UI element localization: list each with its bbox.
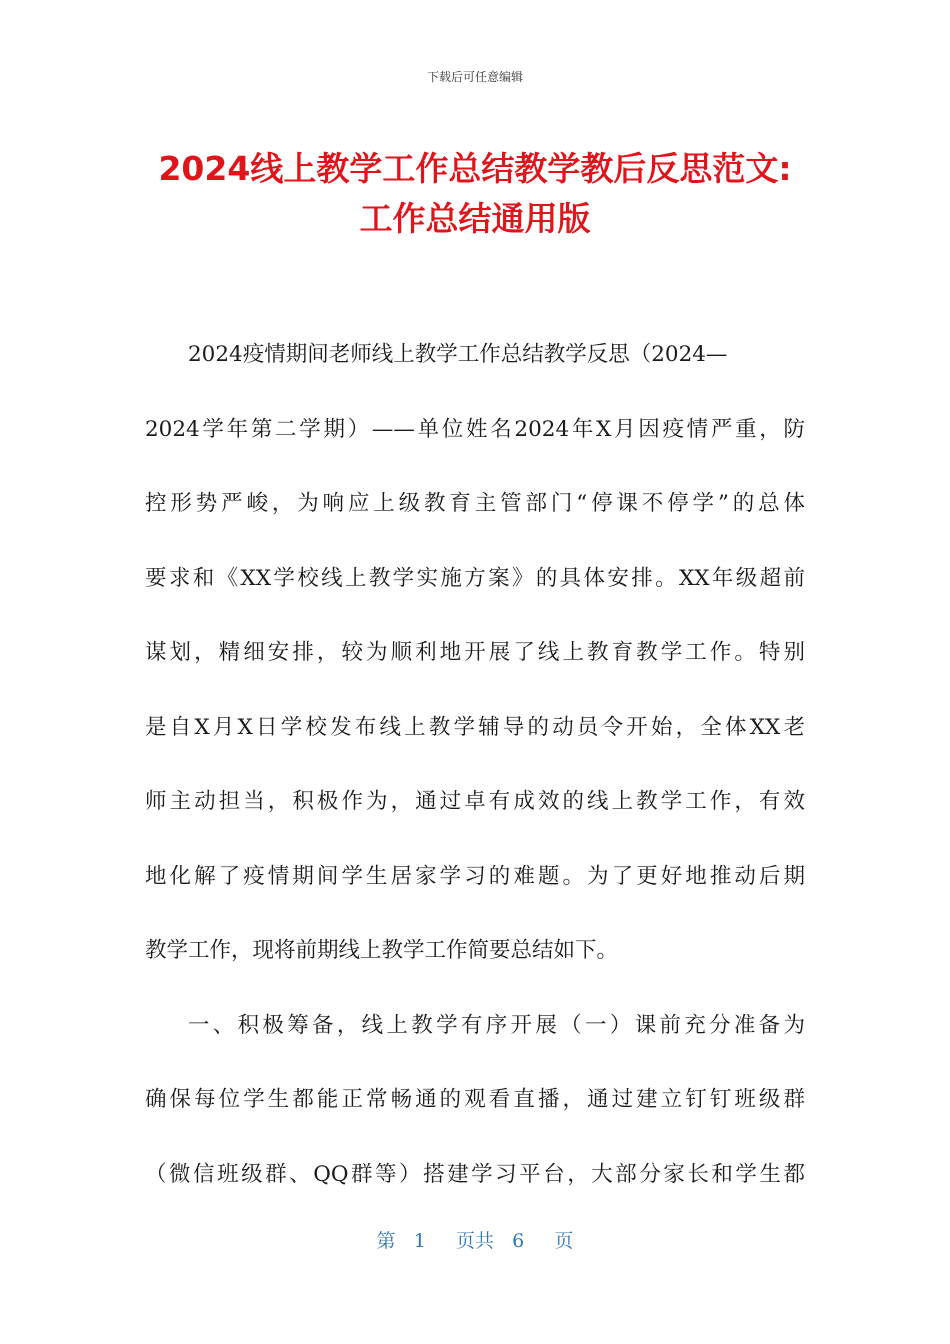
paragraph-line: 谋划，精细安排，较为顺利地开展了线上教育教学工作。特别: [145, 640, 805, 665]
header-note: 下载后可任意编辑: [426, 70, 523, 84]
paragraph-line: 地化解了疫情期间学生居家学习的难题。为了更好地推动后期: [145, 863, 805, 889]
paragraph-line: 要求和《XX学校线上教学实施方案》的具体安排。XX年级超前: [145, 565, 805, 591]
paragraph-line: 2024学年第二学期）——单位姓名2024年X月因疫情严重，防: [145, 416, 805, 442]
paragraph-line: 2024疫情期间老师线上教学工作总结教学反思（2024—: [188, 342, 728, 367]
paragraph-line: 控形势严峻，为响应上级教育主管部门“停课不停学”的总体: [145, 491, 805, 516]
title-line-2: 工作总结通用版: [359, 199, 591, 238]
page-label-suffix: 页: [554, 1230, 574, 1252]
paragraph-line: 是自X月X日学校发布线上教学辅导的动员令开始，全体XX老: [145, 714, 805, 740]
body-text: [145, 318, 805, 1212]
paragraph-line: 教学工作，现将前期线上教学工作简要总结如下。: [145, 938, 619, 963]
title-line-1: 2024线上教学工作总结教学教后反思范文:: [158, 149, 792, 188]
paragraph-line: 师主动担当，积极作为，通过卓有成效的线上教学工作，有效: [145, 789, 805, 814]
paragraph-line: （微信班级群、QQ群等）搭建学习平台，大部分家长和学生都: [145, 1161, 805, 1187]
document-title: [100, 144, 850, 244]
page-footer: [0, 1226, 950, 1253]
page-label-prefix: 第: [376, 1230, 396, 1252]
paragraph-line: 一、积极筹备，线上教学有序开展（一）课前充分准备为: [188, 1012, 805, 1038]
page-total: 6: [512, 1230, 525, 1252]
page-current: 1: [413, 1230, 426, 1252]
page-label-mid: 页共: [455, 1230, 494, 1252]
paragraph-line: 确保每位学生都能正常畅通的观看直播，通过建立钉钉班级群: [145, 1087, 805, 1112]
